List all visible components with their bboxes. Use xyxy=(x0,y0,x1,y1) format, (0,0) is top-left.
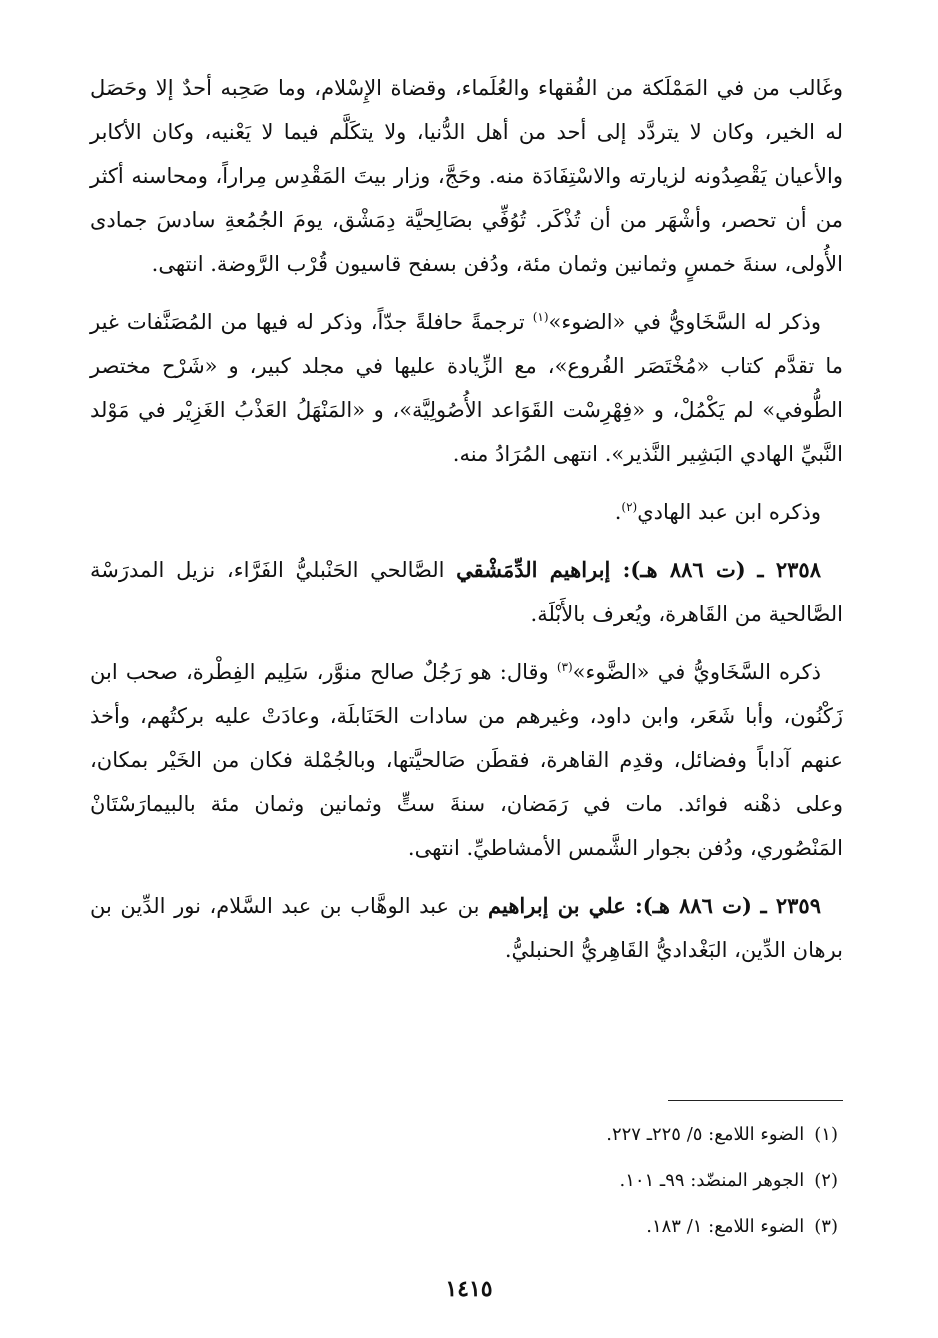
entry-text: بن عبد الوهَّاب بن عبد السَّلام، نور الدِّين بن برهان الدِّين، البَغْداديُّ القَاهِريُّ الحنبليُّ. xyxy=(90,894,843,962)
paragraph-text: وذكره ابن عبد الهادي xyxy=(637,500,821,524)
footnote-number: (١) xyxy=(814,1124,838,1145)
paragraph-sakhawi-quote xyxy=(90,650,843,870)
footnote-1 xyxy=(95,1112,838,1158)
footnote-3 xyxy=(95,1204,838,1250)
entry-text: الصَّالحي الحَنْبليُّ الفَرَّاء، نزيل المدرَسْة الصَّالحية من القَاهرة، ويُعرف بالأَبْلَة. xyxy=(90,558,843,626)
paragraph-text: وذكر له السَّخَاويُّ في «الضوء» xyxy=(548,310,821,334)
footnote-ref[interactable]: (٣) xyxy=(556,660,573,674)
paragraph-ibn-abd-al-hadi xyxy=(90,490,843,534)
entry-number: ٢٣٥٨ ـ xyxy=(757,557,821,582)
footnote-ref[interactable]: (٢) xyxy=(621,500,638,514)
footnote-text: الجوهر المنضّد: ٩٩ـ ١٠١. xyxy=(619,1170,805,1191)
paragraph-text: ترجمةً حافلةً جدّاً، وذكر له فيها من المُصَنَّفات غير ما تقدَّم كتاب «مُخْتَصَر الفُروع»، مع الزِّيادة عليها في مجلد كبير، و «شَرْح مختصر الطُّوفي» لم يَكْمُلْ، و «فِهْرِسْت القَوَاعد الأُصُولِيَّة»، و «المَنْهَلُ العَذْبُ الغَزِيْر في مَوْلد النَّبيِّ الهادي البَشِير النَّذير». انتهى المُرَادُ منه. xyxy=(90,310,843,466)
paragraph-text: . xyxy=(614,500,622,524)
page-body xyxy=(90,66,843,972)
footnote-ref[interactable]: (١) xyxy=(532,310,549,324)
footnote-text: الضوء اللامع: ١/ ١٨٣. xyxy=(646,1216,805,1237)
paragraph-text: وغَالب من في المَمْلَكة من الفُقهاء والعُلَماء، وقضاة الإِسْلام، وما صَحِبه أحدٌ إلا وحَصَل له الخير، وكان لا يتردَّد إلى أحد من أهل الدُّنيا، ولا يتكَلَّم فيما لا يَعْنيه، وكان الأكابر والأعيان يَقْصِدُونه لزيارته والاسْتِفَادَة منه. وحَجَّ، وزار بيتَ المَقْدِس مِراراً، ومحاسنه أكثر من أن تحصر، وأشْهَر من أن تُذْكَر. تُوُفِّي بصَالِحيَّة دِمَشْق، يومَ الجُمُعةِ سادسَ جمادى الأُولى، سنةَ خمسٍ وثمانين وثمان مئة، ودُفن بسفح قاسيون قُرْب الرَّوضة. انتهى. xyxy=(90,76,843,276)
entry-2359 xyxy=(90,884,843,972)
footnote-divider xyxy=(668,1100,843,1101)
footnote-number: (٢) xyxy=(814,1170,838,1191)
entry-heading: (ت ٨٨٦ هـ): إبراهيم الدِّمَشْقي xyxy=(456,557,746,582)
paragraph-text: ذكره السَّخَاويُّ في «الضَّوء» xyxy=(572,660,821,684)
entry-number: ٢٣٥٩ ـ xyxy=(760,893,821,918)
paragraph-text: وقال: هو رَجُلٌ صالح منوَّر، سَلِيم الفِطْرة، صحب ابن زَكْنُون، وأبا شَعَر، وابن داود، وغيرهم من سادات الحَنَابلَة، وعادَتْ عليه بركتُهم، وأخذ عنهم آداباً وفضائل، وقدِم القاهرة، فقطَن صَالحيَّتها، وبالجُمْلة فكان من الخَيْر بمكان، وعلى ذهْنه فوائد. مات في رَمَضان، سنةَ ستٍّ وثمانين وثمان مئة بالبيمارَسْتَانْ المَنْصُوري، ودُفن بجوار الشَّمس الأمشاطيِّ. انتهى. xyxy=(90,660,843,860)
footnotes xyxy=(95,1112,838,1250)
entry-heading: (ت ٨٨٦ هـ): علي بن إبراهيم xyxy=(488,893,752,918)
page-number: ١٤١٥ xyxy=(445,1276,493,1302)
paragraph-sakhawi-note xyxy=(90,300,843,476)
paragraph-continuation xyxy=(90,66,843,286)
footnote-text: الضوء اللامع: ٥/ ٢٢٥ـ ٢٢٧. xyxy=(606,1124,805,1145)
footnote-number: (٣) xyxy=(814,1216,838,1237)
entry-2358 xyxy=(90,548,843,636)
footnote-2 xyxy=(95,1158,838,1204)
